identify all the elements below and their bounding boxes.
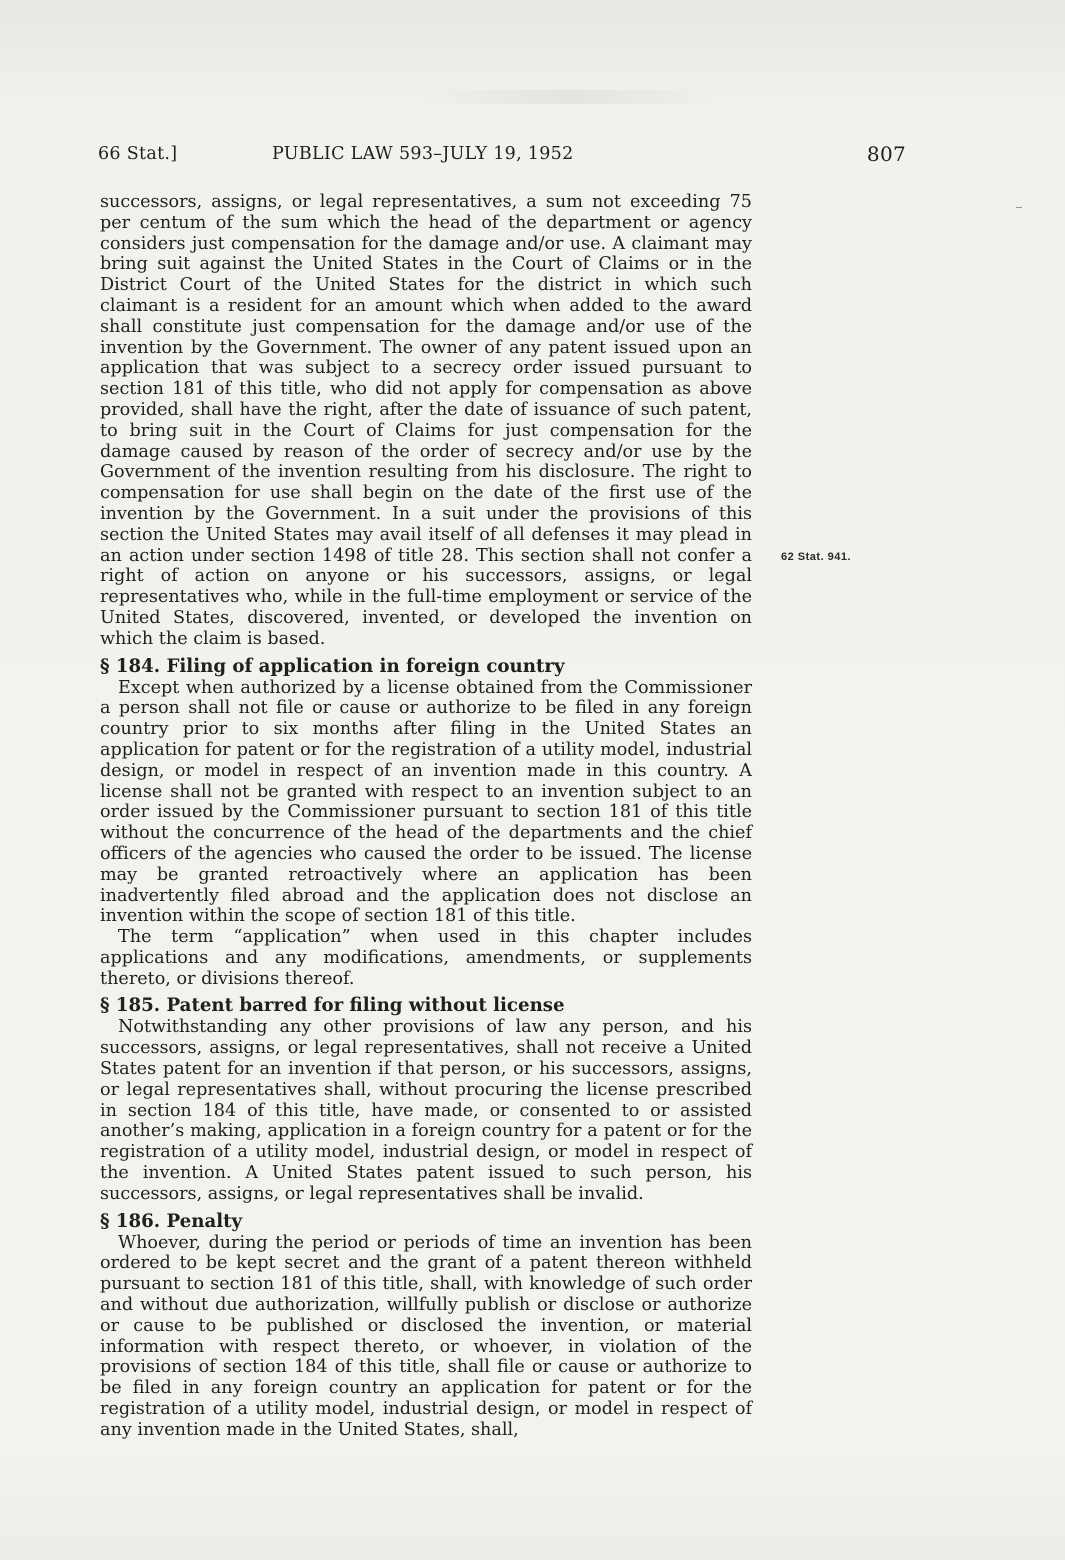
section-186-heading: § 186. Penalty: [100, 1210, 243, 1232]
body-text: [100, 192, 752, 1441]
page-number: 807: [866, 142, 906, 166]
running-header: [98, 144, 906, 170]
section-184-paragraph-1: Except when authorized by a license obtained from the Commissioner a person shall not file or cause or authorize to be filed in any foreign country prior to six months after filing in the United States an application for patent or for the registration of a utility model, industrial design, or model in respect of an invention made in this country. A license shall not be granted with respect to an invention subject to an order issued by the Commissioner pursuant to section 181 of this title without the concurrence of the head of the departments and the chief officers of the agencies who caused the order to be issued. The license may be granted retroactively where an application has been inadvertently filed abroad and the application does not disclose an invention within the scope of section 181 of this title.: [100, 677, 752, 927]
section-185-heading: § 185. Patent barred for filing without license: [100, 995, 565, 1017]
margin-citation: 62 Stat. 941.: [781, 551, 852, 563]
continuation-paragraph: successors, assigns, or legal representatives, a sum not exceeding 75 per centum of the sum which the head of the department or agency considers just compensation for the damage and/or use. A claimant may bring suit against the United States in the Court of Claims or in the District Court of the United States for the district in which such claimant is a resident for an amount which when added to the award shall constitute just compensation for the damage and/or use of the invention by the Government. The owner of any patent issued upon an application that was subject to a secrecy order issued pursuant to section 181 of this title, who did not apply for compensation as above provided, shall have the right, after the date of issuance of such patent, to bring suit in the Court of Claims for just compensation for the damage caused by reason of the order of secrecy and/or use by the Government of the invention resulting from his disclosure. The right to compensation for use shall begin on the date of the first use of the invention by the Government. In a suit under the provisions of this section the United States may avail itself of all defenses it may plead in an action under section 1498 of title 28. This section shall not confer a right of action on anyone or his successors, assigns, or legal representatives who, while in the full-time employment or service of the United States, discovered, invented, or developed the invention on which the claim is based.: [100, 192, 752, 649]
section-186-paragraph-1: Whoever, during the period or periods of time an invention has been ordered to be kept secret and the grant of a patent thereon withheld pursuant to section 181 of this title, shall, with knowledge of such order and without due authorization, willfully publish or disclose or authorize or cause to be published or disclosed the invention, or material information with respect thereto, or whoever, in violation of the provisions of section 184 of this title, shall file or cause or authorize to be filed in any foreign country an application for patent or for the registration of a utility model, industrial design, or model in respect of any invention made in the United States, shall,: [100, 1232, 752, 1440]
show-through-bleed: [420, 90, 720, 104]
margin-mark: [1016, 207, 1022, 208]
section-184-paragraph-2: The term “application” when used in this chapter includes applications and any modifications, amendments, or supplements thereto, or divisions thereof.: [100, 927, 752, 989]
section-184-heading: § 184. Filing of application in foreign country: [100, 655, 565, 677]
section-185-paragraph-1: Notwithstanding any other provisions of law any person, and his successors, assigns, or legal representatives, shall not receive a United States patent for an invention if that person, or his successors, assigns, or legal representatives shall, without procuring the license prescribed in section 184 of this title, have made, or consented to or assisted another’s making, application in a foreign country for a patent or for the registration of a utility model, industrial design, or model in respect of the invention. A United States patent issued to such person, his successors, assigns, or legal representatives shall be invalid.: [100, 1017, 752, 1204]
header-title: PUBLIC LAW 593–JULY 19, 1952: [272, 144, 574, 164]
statute-volume: 66 Stat.]: [98, 144, 178, 164]
